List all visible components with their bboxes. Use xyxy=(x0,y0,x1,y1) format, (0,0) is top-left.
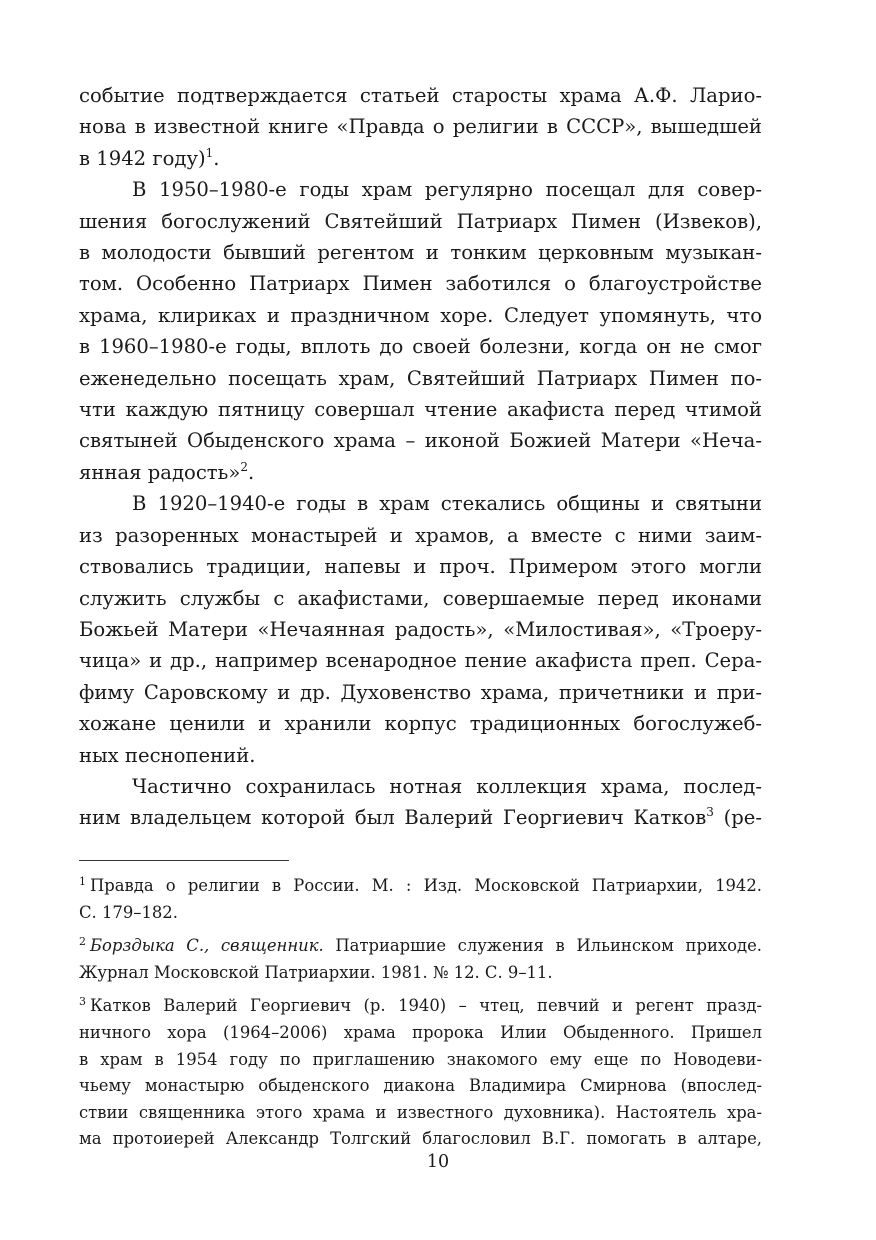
paragraph-4 xyxy=(79,771,762,834)
text-line: в 1942 году)$^1$. xyxy=(79,145,220,170)
footnote-line: $^1$ Правда о религии в России. М. : Изд. Московской Патриархии, 1942. xyxy=(79,875,762,895)
text-line: в 1960–1980-е годы, вплоть до своей болезни, когда он не смог xyxy=(79,335,762,359)
text-line: храма, клириках и праздничном хоре. Следует упомянуть, что xyxy=(79,303,762,327)
footnote-1 xyxy=(79,873,762,926)
text-line: В 1950–1980-е годы храм регулярно посещал для совер- xyxy=(132,178,762,202)
text-line: еженедельно посещать храм, Святейший Патриарх Пимен по- xyxy=(79,366,762,390)
page-number: 10 xyxy=(426,1152,450,1172)
main-text xyxy=(79,80,762,834)
text-line: событие подтверждается статьей старосты храма А.Ф. Ларио- xyxy=(79,84,762,107)
text-line: ствовались традиции, напевы и проч. Примером этого могли xyxy=(79,555,762,579)
footnote-mark: 1 xyxy=(79,875,86,888)
footnote-line: Журнал Московской Патриархии. 1981. № 12. С. 9–11. xyxy=(79,962,553,982)
paragraph-1 xyxy=(79,80,762,174)
text-line: святыней Обыденского храма – иконой Божией Матери «Неча- xyxy=(79,429,762,453)
footnote-line: чьему монастырю обыденского диакона Владимира Смирнова (впослед- xyxy=(79,1076,762,1096)
footnote-line: $^2$ Борздыка С., священник. Патриаршие служения в Ильинском приходе. xyxy=(79,935,762,956)
footnote-ref[interactable]: 2 xyxy=(240,459,248,474)
text-line: служить службы с акафистами, совершаемые перед иконами xyxy=(79,586,762,610)
text-line: чица» и др., например всенародное пение акафиста преп. Сера- xyxy=(79,649,762,673)
footnote-separator xyxy=(79,860,289,861)
footnote-3 xyxy=(79,993,762,1153)
footnote-mark: 3 xyxy=(79,995,86,1009)
paragraph-3 xyxy=(79,488,762,771)
footnote-mark: 2 xyxy=(79,935,86,949)
footnote-ref[interactable]: 3 xyxy=(706,805,714,820)
text-line: хожане ценили и хранили корпус традиционных богослужеб- xyxy=(79,712,762,736)
text-line: нова в известной книге «Правда о религии в СССР», вышедшей xyxy=(79,115,762,139)
text-line: В 1920–1940-е годы в храм стекались общины и святыни xyxy=(132,492,762,516)
text-line: в молодости бывший регентом и тонким церковным музыкан- xyxy=(79,241,762,265)
footnote-line: в храм в 1954 году по приглашению знакомого ему еще по Новодеви- xyxy=(79,1049,762,1069)
footnotes xyxy=(79,873,762,1160)
footnote-line: $^3$ Катков Валерий Георгиевич (р. 1940) – чтец, певчий и регент празд- xyxy=(79,995,762,1016)
text-line: фиму Саровскому и др. Духовенство храма, причетники и при- xyxy=(79,680,762,704)
text-line: том. Особенно Патриарх Пимен заботился о благоустройстве xyxy=(79,272,762,296)
text-line: Божьей Матери «Нечаянная радость», «Милостивая», «Троеру- xyxy=(79,617,762,641)
footnote-author: Борздыка С., священник. xyxy=(90,936,324,956)
text-line: из разоренных монастырей и храмов, а вместе с ними заим- xyxy=(79,523,762,547)
text-line: янная радость»$^2$. xyxy=(79,459,255,484)
footnote-line: ничного хора (1964–2006) храма пророка Илии Обыденного. Пришел xyxy=(79,1022,762,1042)
footnote-ref[interactable]: 1 xyxy=(205,145,214,160)
text-line: ных песнопений. xyxy=(79,743,256,767)
text-line: ним владельцем которой был Валерий Георгиевич Катков$^3$ (ре- xyxy=(79,805,762,830)
text-line: чти каждую пятницу совершал чтение акафиста перед чтимой xyxy=(79,398,762,422)
footnote-line: ствии священника этого храма и известного духовника). Настоятель хра- xyxy=(79,1102,762,1122)
text-line: шения богослужений Святейший Патриарх Пимен (Извеков), xyxy=(79,209,762,233)
footnote-2 xyxy=(79,933,762,986)
footnote-line: ма протоиерей Александр Толгский благословил В.Г. помогать в алтаре, xyxy=(79,1129,762,1149)
paragraph-2 xyxy=(79,174,762,488)
text-line: Частично сохранилась нотная коллекция храма, послед- xyxy=(132,774,762,798)
footnote-line: С. 179–182. xyxy=(79,902,178,922)
